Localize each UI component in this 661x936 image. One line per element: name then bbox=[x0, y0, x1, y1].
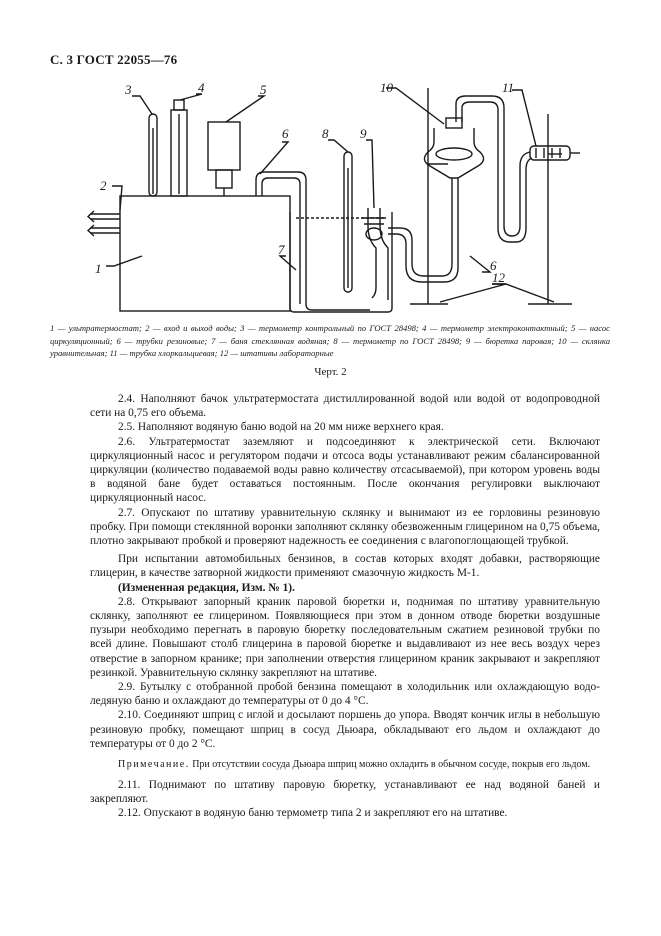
paragraph-2-6: 2.6. Ультратермостат заземляют и подсоединяют к электрической сети. Включают циркуляционный насос и регулятором подачи и отсоса воды устанавливают режим сбалансированной циркуляции (количество подаваемой воды равно количеству отсасываемой), при котором уровень воды в водяной бане будет оставаться постоянным. После окончания регулировки выключают циркуляционный насос. bbox=[90, 435, 600, 505]
figure-callouts bbox=[95, 80, 514, 285]
callout-3: 3 bbox=[125, 82, 132, 97]
paragraph-2-10: 2.10. Соединяют шприц с иглой и досылают поршень до упора. Вводят кончик иглы в небольшую резиновую пробку, помещают шприц в сосуд Дьюара, обкладывают его льдом и охлаждают до температуры от 0 до 2 °С. bbox=[90, 709, 600, 750]
callout-9: 9 bbox=[360, 126, 367, 141]
callout-11: 11 bbox=[502, 80, 515, 95]
paragraph-2-8: 2.8. Открывают запорный краник паровой бюретки и, поднимая по штативу уравнительную склянку, заполняют ее глицерином. Появляющиеся при этом в донном отводе бюретки воздушные пузыри необходимо перегнать в паровую бюретку последовательным сжатием резиновой трубки по всей длине. Повышают столб глицерина в паровой бюретке и выдавливают из нее весь воздух через отверстие в запорном кранике; при заполнении отверстия глицерином краник закрывают и закрепляют резинкой. Уравнительную склянку закрепляют на штативе. bbox=[90, 595, 600, 679]
callout-6a: 6 bbox=[282, 126, 289, 141]
leveling-flask bbox=[424, 128, 483, 178]
callout-12: 12 bbox=[492, 270, 505, 285]
paragraph-m1: При испытании автомобильных бензинов, в состав которых входят добавки, растворяющие глицерин, в качестве затворной жидкости применяют смазочную жидкость М-1. bbox=[90, 553, 600, 580]
callout-8: 8 bbox=[322, 126, 329, 141]
paragraph-2-4: 2.4. Наполняют бачок ультратермостата дистиллированной водой или водой от водопроводной сети на 0,75 его объема. bbox=[90, 393, 600, 420]
note bbox=[90, 758, 600, 771]
callout-5: 5 bbox=[260, 82, 267, 97]
note-text: При отсутствии сосуда Дьюара шприц можно охладить в обычном сосуде, покрыв его льдом. bbox=[189, 759, 591, 771]
note-label: Примечание. bbox=[118, 759, 190, 771]
callout-7: 7 bbox=[278, 242, 285, 257]
figure-legend: 1 — ультратермостат; 2 — вход и выход воды; 3 — термометр контрольный по ГОСТ 28498; 4 — термометр электроконтактный; 5 — насос циркуляционный; 6 — трубки резиновые; 7 — баня стеклянная водяная; 8 — термометр по ГОСТ 28498; 9 — бюретка паровая; 10 — склянка уравнительная; 11 — трубка хлоркальциевая; 12 — штативы лабораторные bbox=[50, 323, 610, 358]
apparatus-diagram bbox=[50, 78, 610, 318]
callout-1: 1 bbox=[95, 261, 102, 276]
ultrathermostat-body bbox=[120, 196, 290, 311]
page-header: С. 3 ГОСТ 22055—76 bbox=[50, 52, 178, 67]
amendment-note: (Измененная редакция, Изм. № 1). bbox=[118, 581, 295, 594]
paragraph-2-9: 2.9. Бутылку с отобранной пробой бензина помещают в холодильник или охлаждающую водо-ледяную баню и охлаждают до температуры от 0 до 4 °С. bbox=[90, 681, 600, 708]
paragraph-2-7: 2.7. Опускают по штативу уравнительную склянку и вынимают из ее горловины резиновую пробку. При помощи стеклянной воронки заполняют склянку обезвоженным глицерином на 0,75 объема, плотно закрывают пробкой и проверяют надежность ее соединения с влагопоглощающей трубкой. bbox=[90, 506, 600, 548]
paragraph-2-5: 2.5. Наполняют водяную баню водой на 20 мм ниже верхнего края. bbox=[118, 421, 444, 434]
paragraph-2-11: 2.11. Поднимают по штативу паровую бюретку, устанавливают ее над водяной баней и закрепляют. bbox=[90, 779, 600, 806]
circulation-pump bbox=[208, 122, 240, 170]
figure-caption: Черт. 2 bbox=[314, 366, 347, 378]
paragraph-2-12: 2.12. Опускают в водяную баню термометр типа 2 и закрепляют его на штативе. bbox=[118, 807, 508, 820]
apparatus-drawing bbox=[50, 78, 610, 318]
callout-4: 4 bbox=[198, 80, 205, 95]
callout-2: 2 bbox=[100, 178, 107, 193]
callout-10: 10 bbox=[380, 80, 393, 95]
callout-6b: 6 bbox=[490, 258, 497, 273]
body-text bbox=[90, 392, 600, 821]
